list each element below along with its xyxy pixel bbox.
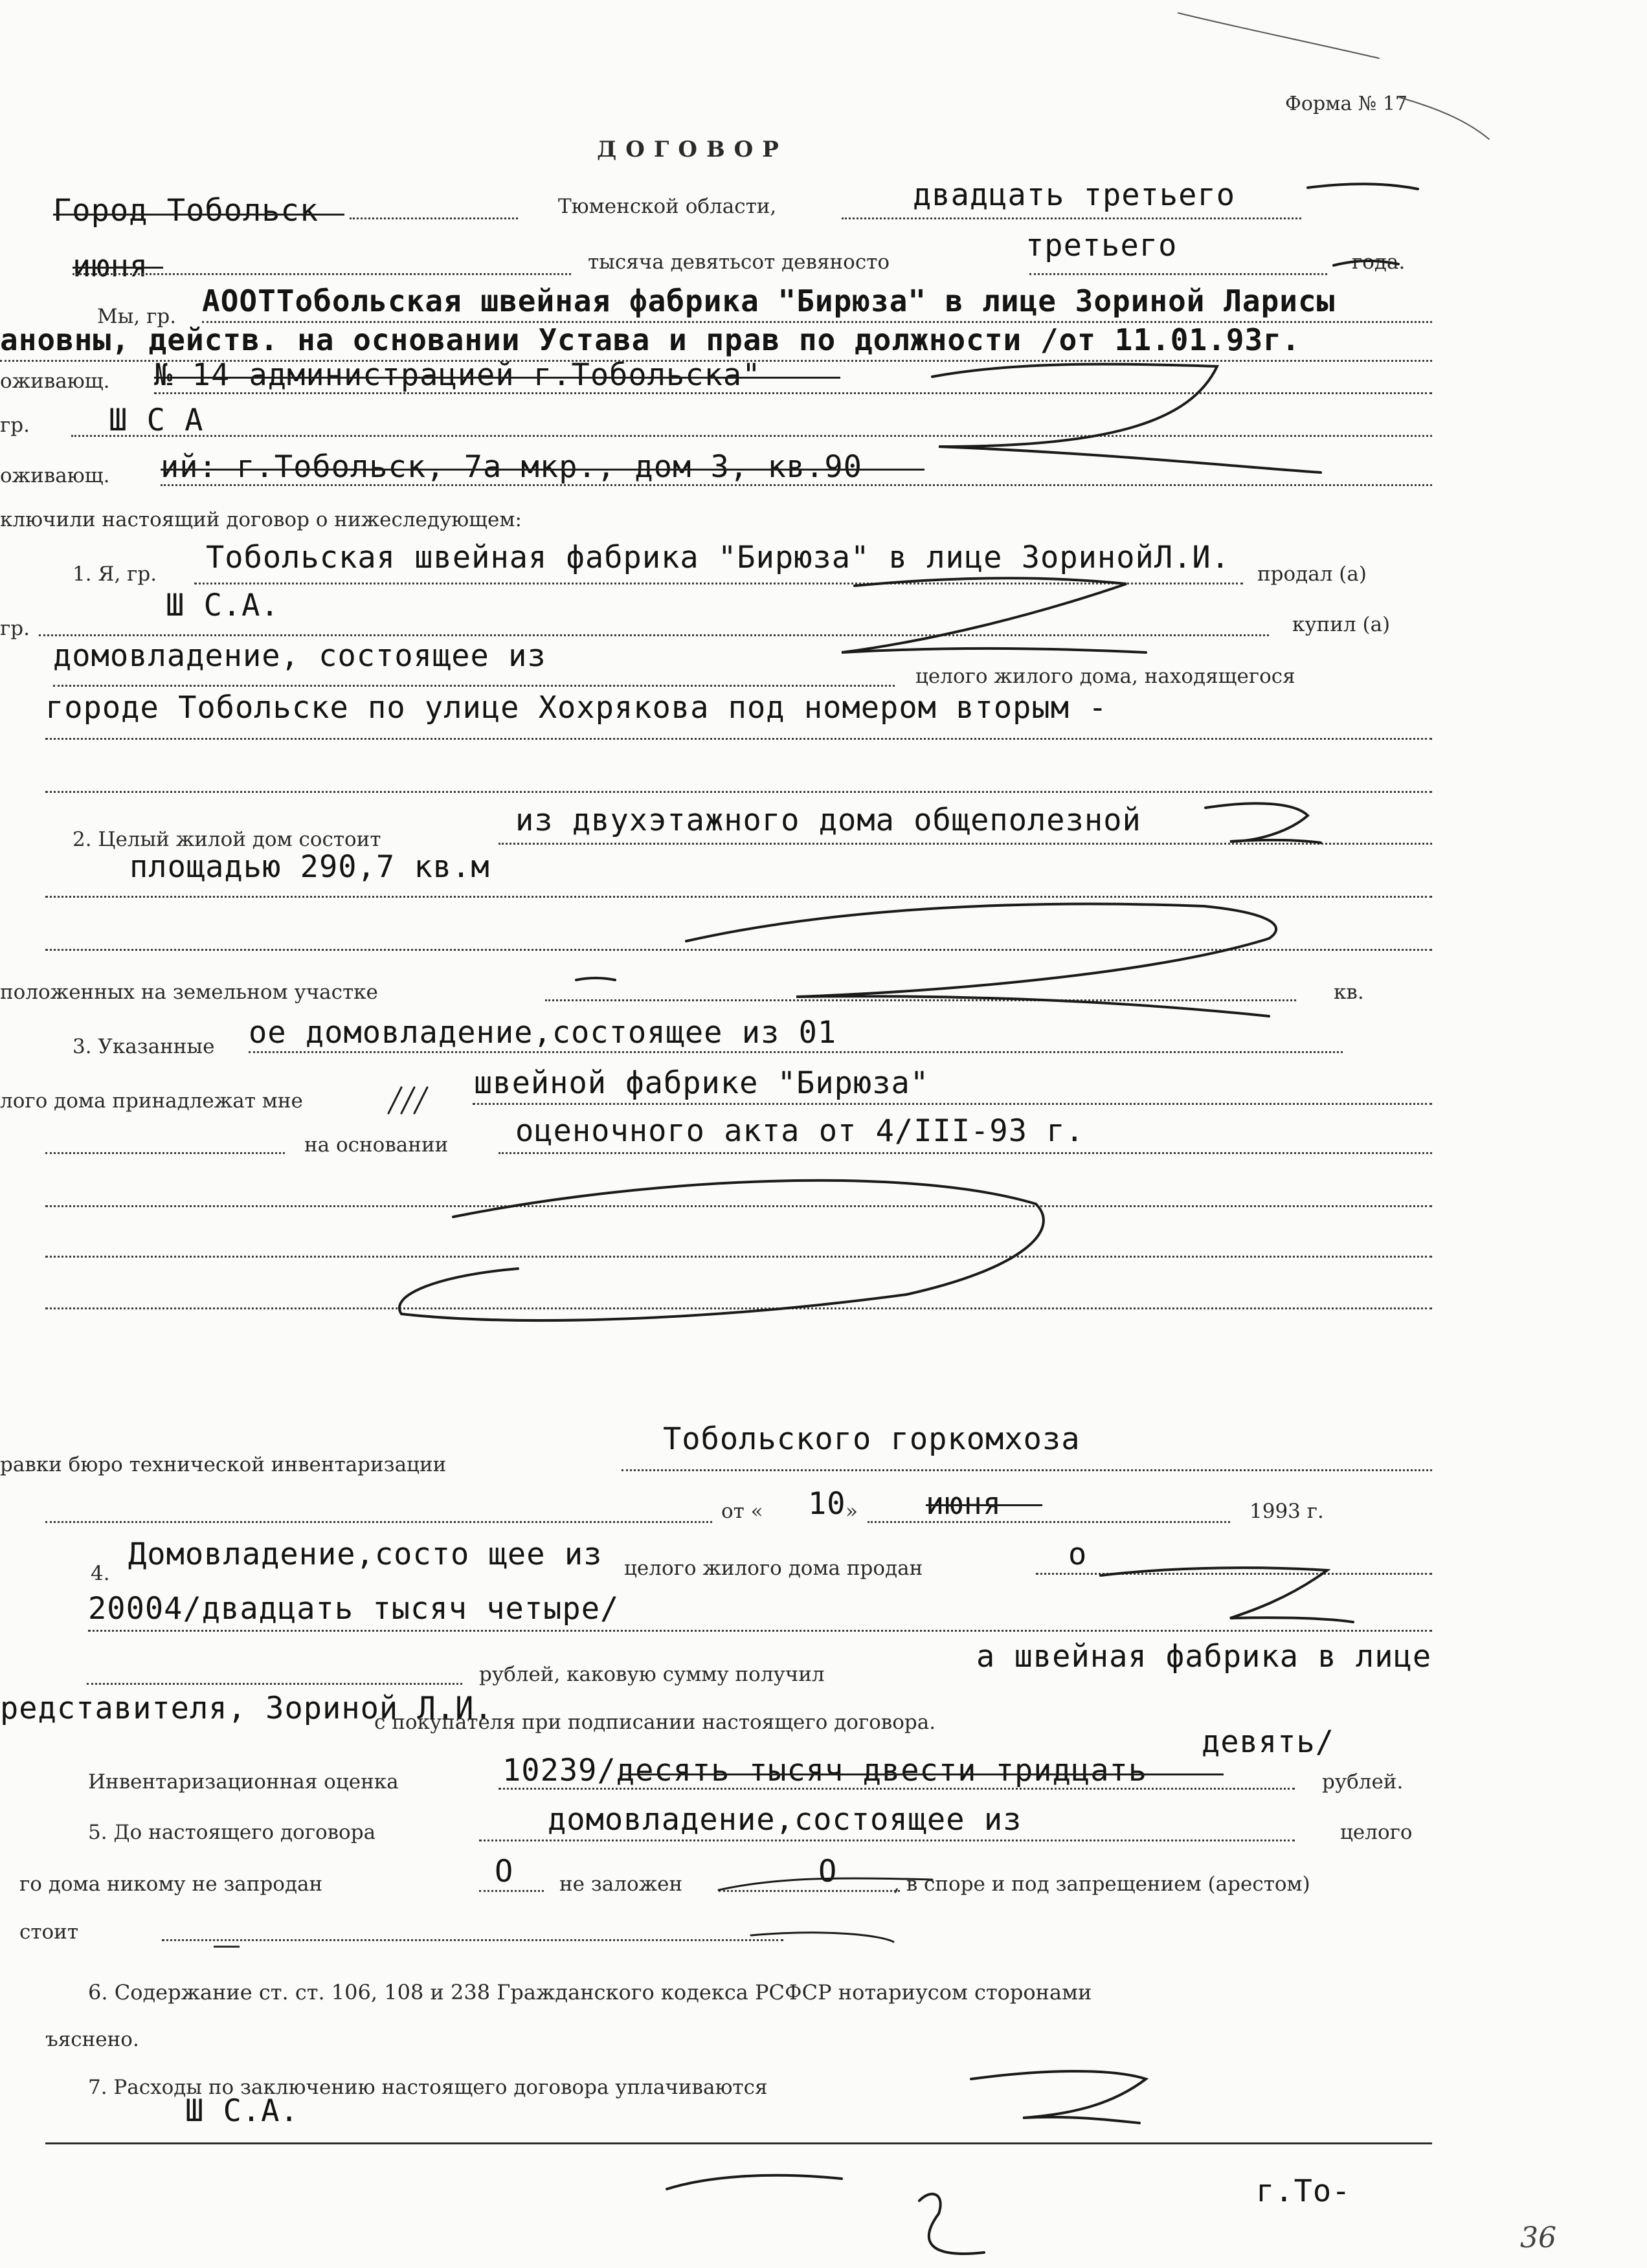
- stroke-day: [1308, 184, 1418, 189]
- citizen-initials: Ш С А: [109, 403, 204, 438]
- area-field: площадью 290,7 кв.м: [129, 849, 490, 885]
- belongs-label: лого дома принадлежат мне: [0, 1089, 303, 1113]
- stroke-z7: [971, 2071, 1146, 2123]
- rubles-label: рублей, каковую сумму получил: [479, 1663, 825, 1686]
- citizen-label: гр.: [0, 414, 30, 437]
- inventory-value2: девять/: [1202, 1724, 1335, 1760]
- date-close: »: [846, 1500, 858, 1523]
- region-label: Тюменской области,: [558, 195, 777, 218]
- party1-line2: ановны, действ. на основании Устава и прав по должности /от 11.01.93г.: [0, 322, 1301, 357]
- concluded-label: ключили настоящий договор о нижеследующем:: [0, 508, 522, 531]
- residing2-label: оживающ.: [0, 464, 110, 487]
- clause7-text: 7. Расходы по заключению настоящего договора уплачиваются: [88, 2076, 768, 2099]
- stroke-dash2: [719, 1878, 932, 1890]
- clause5-label: 5. До настоящего договора: [88, 1821, 376, 1844]
- sold-for-value: о: [1068, 1537, 1088, 1572]
- stroke-z5: [399, 1181, 1044, 1320]
- stroke-z8a: [667, 2175, 842, 2189]
- stroke-year: [1334, 261, 1398, 265]
- located-label: положенных на земельном участке: [0, 981, 378, 1004]
- page-title: ДОГОВОР: [597, 137, 788, 162]
- price-field: 20004/двадцать тысяч четыре/: [88, 1591, 620, 1627]
- buyer-field: Ш С.А.: [166, 588, 280, 623]
- day-field: двадцать третьего: [913, 177, 1236, 213]
- not-sold-label: го дома никому не запродан: [19, 1873, 323, 1896]
- object-field: домовладение, состоящее из: [53, 638, 546, 674]
- stroke-z1: [932, 364, 1321, 472]
- clause1-label: 1. Я, гр.: [73, 562, 157, 586]
- clause5-object: домовладение,состоящее из: [548, 1802, 1022, 1838]
- party1-line1: АООТТобольская швейная фабрика "Бирюза" в лице Зориной Ларисы: [202, 284, 1336, 318]
- not-pledged-value: О: [818, 1854, 838, 1889]
- basis-field: оценочного акта от 4/III-93 г.: [515, 1113, 1084, 1149]
- clause6-text2: ъяснено.: [45, 2028, 139, 2051]
- bought-label: купил (а): [1292, 613, 1391, 636]
- form-number: Форма № 17: [1285, 93, 1408, 115]
- dispute-label: , в споре и под запрещением (арестом): [893, 1873, 1310, 1896]
- not-sold-value: О: [495, 1854, 514, 1889]
- clause2-label: 2. Целый жилой дом состоит: [73, 828, 381, 851]
- sold-label: продал (а): [1257, 562, 1367, 586]
- date-month: июня: [926, 1486, 1002, 1522]
- clause3-text1: ое домовладение,состоящее из 01: [249, 1015, 837, 1051]
- owner-field: швейной фабрике "Бирюза": [474, 1065, 930, 1101]
- address-field: ий: г.Тобольск, 7а мкр., дом 3, кв.90: [161, 449, 862, 485]
- year-label: года.: [1352, 250, 1406, 274]
- page-number: 36: [1520, 2221, 1556, 2254]
- basis-label: на основании: [304, 1133, 449, 1157]
- clause4-label: 4.: [91, 1562, 110, 1585]
- whole-house-label: целого жилого дома, находящегося: [915, 665, 1295, 688]
- receiver1-field: а швейная фабрика в лице: [976, 1639, 1432, 1674]
- clause7-payer: Ш С.А.: [185, 2093, 299, 2129]
- inventory-label: Инвентаризационная оценка: [88, 1770, 399, 1794]
- clause4-object: Домовладение,состо щее из: [128, 1537, 603, 1572]
- date-day: 10: [808, 1486, 846, 1522]
- from-buyer-label: с покупателя при подписании настоящего договора.: [374, 1711, 936, 1734]
- date-year: 1993 г.: [1249, 1500, 1324, 1523]
- clause6-text1: 6. Содержание ст. ст. 106, 108 и 238 Гражданского кодекса РСФСР нотариусом сторонами: [88, 1980, 1092, 2005]
- city-field: Город Тобольск: [53, 193, 319, 228]
- receiver2-field: редставителя, Зориной Л.И.: [0, 1691, 493, 1726]
- consists-field: из двухэтажного дома общеполезной: [515, 803, 1141, 838]
- not-pledged-label: не заложен: [559, 1873, 683, 1896]
- location-field: городе Тобольске по улице Хохрякова под номером вторым -: [45, 690, 1108, 726]
- bureau-field: Тобольского горкомхоза: [663, 1421, 1081, 1457]
- stroke-z2: [842, 578, 1146, 652]
- thousand-label: тысяча девятьсот девяносто: [588, 250, 890, 274]
- certificate-label: равки бюро технической инвентаризации: [0, 1453, 447, 1476]
- stroke-z8b: [919, 2194, 984, 2254]
- from-label: от «: [721, 1500, 763, 1523]
- footer-city: г.То-: [1256, 2174, 1351, 2209]
- year-field: третьего: [1025, 228, 1178, 263]
- inventory-rubles: рублей.: [1322, 1770, 1404, 1794]
- we-label: Мы, гр.: [97, 305, 177, 328]
- whole-label: целого: [1340, 1821, 1413, 1844]
- sold-for-label: целого жилого дома продан: [624, 1557, 923, 1580]
- stroke-marks: [388, 1087, 427, 1113]
- stroke-z6: [1101, 1568, 1353, 1622]
- stroke-dash1: [576, 978, 615, 980]
- stroke-dash3: [751, 1933, 893, 1942]
- stroke-z4: [686, 904, 1276, 1016]
- residing-label: оживающ.: [0, 370, 110, 393]
- sq-label: кв.: [1334, 981, 1364, 1004]
- month-field: июня: [73, 249, 149, 284]
- inventory-value: 10239/десять тысяч двести тридцать: [502, 1753, 1148, 1788]
- clause3-label: 3. Указанные: [73, 1035, 215, 1058]
- party1-line3: № 14 администрацией г.Тобольска": [154, 357, 761, 393]
- seller-field: Тобольская швейная фабрика "Бирюза" в лице ЗоринойЛ.И.: [206, 540, 1231, 575]
- stroke-z3: [1205, 803, 1321, 843]
- consists-label: стоит: [19, 1920, 78, 1944]
- corner-scribble: [1178, 13, 1489, 139]
- gr-label: гр.: [0, 617, 30, 640]
